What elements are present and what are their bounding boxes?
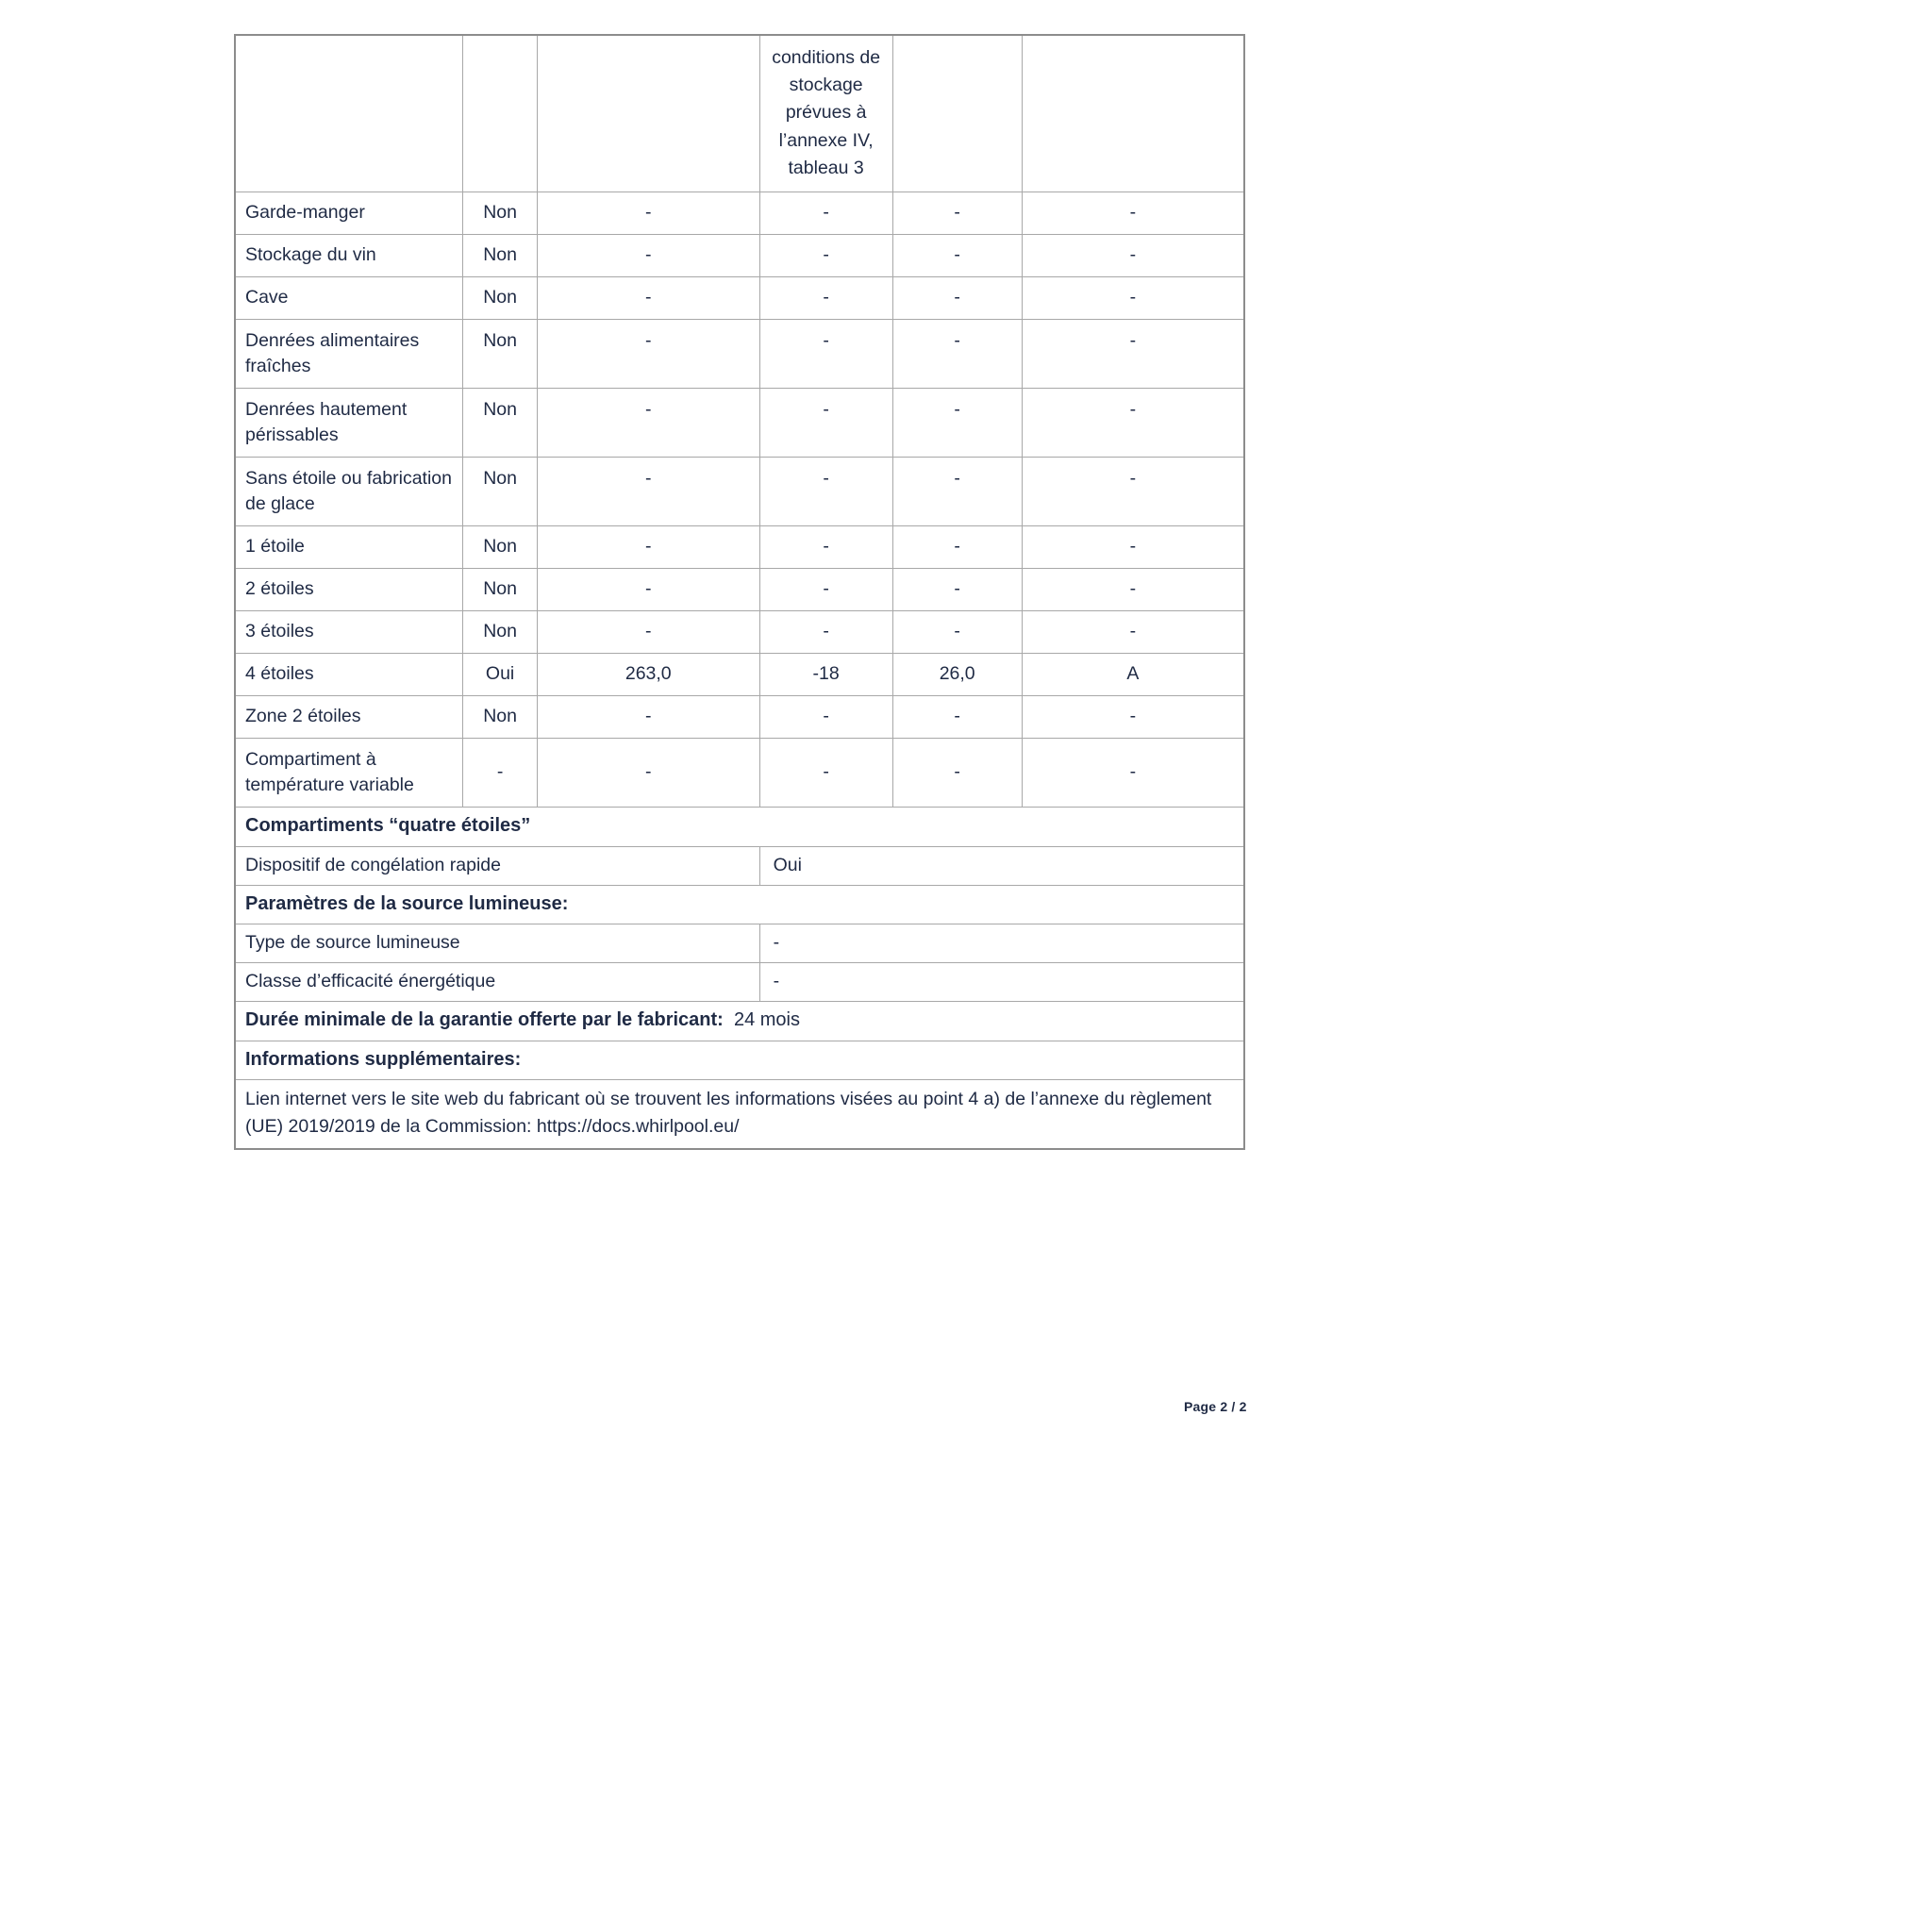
compartment-volume: - [537, 458, 759, 526]
fast-freeze-row [235, 846, 1244, 885]
table-row [235, 739, 1244, 808]
compartment-class: A [1022, 654, 1244, 696]
table-row [235, 192, 1244, 235]
compartment-class: - [1022, 277, 1244, 320]
compartment-temperature: - [759, 526, 892, 569]
compartment-temperature: - [759, 389, 892, 458]
compartment-label: Garde-manger [235, 192, 463, 235]
compartment-label: Cave [235, 277, 463, 320]
compartment-temperature: - [759, 235, 892, 277]
compartment-humidity: - [892, 458, 1022, 526]
compartment-present: Non [463, 235, 538, 277]
table-row [235, 611, 1244, 654]
fast-freeze-label: Dispositif de congélation rapide [235, 846, 759, 885]
section-heading-four-star-row [235, 808, 1244, 847]
compartment-present: Non [463, 192, 538, 235]
compartment-temperature: - [759, 696, 892, 739]
table-row-four-star [235, 654, 1244, 696]
product-information-table [234, 34, 1245, 1150]
compartment-label: 3 étoiles [235, 611, 463, 654]
table-row [235, 389, 1244, 458]
compartment-humidity: - [892, 320, 1022, 389]
compartment-volume: - [537, 526, 759, 569]
section-heading-light-source-row [235, 885, 1244, 924]
warranty-row [235, 1001, 1244, 1041]
compartment-label: 1 étoile [235, 526, 463, 569]
compartment-volume: - [537, 611, 759, 654]
compartment-volume: 263,0 [537, 654, 759, 696]
compartment-present: - [463, 739, 538, 808]
header-cell-label [235, 35, 463, 192]
compartment-present: Non [463, 696, 538, 739]
compartment-volume: - [537, 192, 759, 235]
compartment-present: Non [463, 569, 538, 611]
compartment-volume: - [537, 320, 759, 389]
compartment-humidity: - [892, 277, 1022, 320]
compartment-humidity: - [892, 235, 1022, 277]
compartment-temperature: - [759, 192, 892, 235]
compartment-volume: - [537, 696, 759, 739]
compartment-humidity: - [892, 611, 1022, 654]
compartment-present: Non [463, 277, 538, 320]
compartment-humidity: - [892, 739, 1022, 808]
compartment-label: Stockage du vin [235, 235, 463, 277]
compartment-present: Non [463, 320, 538, 389]
compartment-label: Denrées alimentaires fraîches [235, 320, 463, 389]
compartment-present: Oui [463, 654, 538, 696]
compartment-class: - [1022, 569, 1244, 611]
table-row [235, 320, 1244, 389]
light-source-type-value: - [759, 924, 1244, 963]
compartment-label: Zone 2 étoiles [235, 696, 463, 739]
compartment-label: Denrées hautement périssables [235, 389, 463, 458]
compartment-class: - [1022, 458, 1244, 526]
light-source-class-value: - [759, 963, 1244, 1002]
table-row [235, 696, 1244, 739]
compartment-class: - [1022, 192, 1244, 235]
compartment-label: Sans étoile ou fabrication de glace [235, 458, 463, 526]
compartment-class: - [1022, 235, 1244, 277]
compartment-humidity: - [892, 696, 1022, 739]
compartment-volume: - [537, 569, 759, 611]
table-row [235, 235, 1244, 277]
compartment-humidity: - [892, 192, 1022, 235]
compartment-class: - [1022, 389, 1244, 458]
four-star-compartments-heading: Compartiments “quatre étoiles” [235, 808, 1244, 847]
spec-table-container [234, 34, 1245, 1150]
compartment-present: Non [463, 458, 538, 526]
compartment-temperature: - [759, 739, 892, 808]
compartment-humidity: - [892, 526, 1022, 569]
light-source-class-label: Classe d’efficacité énergétique [235, 963, 759, 1002]
compartment-label: Compartiment à température variable [235, 739, 463, 808]
light-source-parameters-heading: Paramètres de la source lumineuse: [235, 885, 1244, 924]
compartment-volume: - [537, 277, 759, 320]
compartment-humidity: 26,0 [892, 654, 1022, 696]
section-heading-additional-info-row [235, 1041, 1244, 1080]
compartment-humidity: - [892, 569, 1022, 611]
page-footer: Page 2 / 2 [1184, 1399, 1247, 1414]
manufacturer-link-row [235, 1080, 1244, 1149]
compartment-present: Non [463, 611, 538, 654]
light-source-class-row [235, 963, 1244, 1002]
compartment-volume: - [537, 235, 759, 277]
compartment-temperature: - [759, 320, 892, 389]
warranty-value: 24 mois [733, 1008, 800, 1030]
manufacturer-website-paragraph: Lien internet vers le site web du fabricant où se trouvent les informations visées au point 4 a) de l’annexe du règlement (UE) 2019/2019 de la Commission: https://docs.whirlpool.eu/ [235, 1080, 1244, 1149]
compartment-class: - [1022, 696, 1244, 739]
compartment-temperature: - [759, 611, 892, 654]
compartment-temperature: -18 [759, 654, 892, 696]
compartment-volume: - [537, 739, 759, 808]
header-cell-class [1022, 35, 1244, 192]
compartment-class: - [1022, 739, 1244, 808]
warranty-cell [235, 1001, 1244, 1041]
table-header-row [235, 35, 1244, 192]
table-row [235, 458, 1244, 526]
additional-information-heading: Informations supplémentaires: [235, 1041, 1244, 1080]
table-row [235, 569, 1244, 611]
table-row [235, 526, 1244, 569]
light-source-type-row [235, 924, 1244, 963]
compartment-temperature: - [759, 458, 892, 526]
table-row [235, 277, 1244, 320]
warranty-label: Durée minimale de la garantie offerte par le fabricant: [245, 1008, 724, 1030]
header-cell-present [463, 35, 538, 192]
compartment-present: Non [463, 389, 538, 458]
compartment-temperature: - [759, 569, 892, 611]
compartment-temperature: - [759, 277, 892, 320]
compartment-label: 2 étoiles [235, 569, 463, 611]
header-cell-storage-conditions: conditions de stockage prévues à l’annexe IV, tableau 3 [759, 35, 892, 192]
compartment-humidity: - [892, 389, 1022, 458]
header-cell-volume [537, 35, 759, 192]
compartment-class: - [1022, 320, 1244, 389]
fast-freeze-value: Oui [759, 846, 1244, 885]
compartment-class: - [1022, 526, 1244, 569]
compartment-volume: - [537, 389, 759, 458]
compartment-class: - [1022, 611, 1244, 654]
compartment-present: Non [463, 526, 538, 569]
compartment-label: 4 étoiles [235, 654, 463, 696]
light-source-type-label: Type de source lumineuse [235, 924, 759, 963]
header-cell-humidity [892, 35, 1022, 192]
